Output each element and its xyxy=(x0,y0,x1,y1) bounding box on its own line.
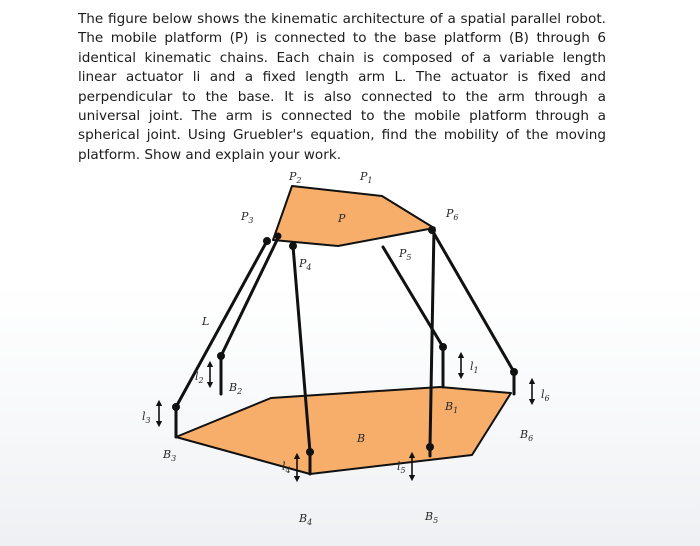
joint-top-4 xyxy=(289,242,297,250)
label-B2: $B_2$ xyxy=(229,381,243,396)
moving-platform xyxy=(273,186,434,246)
label-P2: $P_2$ xyxy=(289,170,302,185)
label-l2: $l_2$ xyxy=(195,370,204,385)
label-P3: $P_3$ xyxy=(241,210,254,225)
label-L: L xyxy=(202,315,210,328)
joint-mid-4 xyxy=(306,448,314,456)
base-platform xyxy=(176,387,511,474)
label-B5: $B_5$ xyxy=(425,510,439,525)
label-P6: $P_6$ xyxy=(446,207,459,222)
label-P: P xyxy=(338,212,346,225)
joint-top-3 xyxy=(263,237,271,245)
joint-mid-1 xyxy=(439,343,447,351)
label-l6: $l_6$ xyxy=(541,388,550,403)
joint-mid-6 xyxy=(510,368,518,376)
label-B1: $B_1$ xyxy=(445,400,459,415)
label-P5: $P_5$ xyxy=(399,247,412,262)
label-l1: $l_1$ xyxy=(470,360,479,375)
label-l5: $l_5$ xyxy=(397,460,406,475)
label-P1: $P_1$ xyxy=(360,170,373,185)
question-text: The figure below shows the kinematic architecture of a spatial parallel robot. The mobile platform (P) is connected to the base platform (B) through 6 identical kinematic chains. Each chain is composed of a variable length linear actuator li and a fixed length arm L. The actuator is fixed and perpendicular to the base. It is also connected to the arm through a universal joint. The arm is connected to the mobile platform through a spherical joint. Using Gruebler's equation, find the mobility of the moving platform. Show and explain your work. xyxy=(78,11,606,163)
label-B4: $B_4$ xyxy=(299,512,313,527)
joint-top-6 xyxy=(428,226,436,234)
joint-mid-3 xyxy=(172,403,180,411)
label-B6: $B_6$ xyxy=(520,428,534,443)
label-l3: $l_3$ xyxy=(142,410,151,425)
arm-2 xyxy=(221,238,278,356)
label-P4: $P_4$ xyxy=(299,257,312,272)
label-B: B xyxy=(357,432,366,445)
joint-top-2 xyxy=(275,233,282,240)
joint-mid-2 xyxy=(217,352,225,360)
label-B3: $B_3$ xyxy=(163,448,177,463)
label-l4: $l_4$ xyxy=(282,460,291,475)
joint-mid-5 xyxy=(426,443,434,451)
